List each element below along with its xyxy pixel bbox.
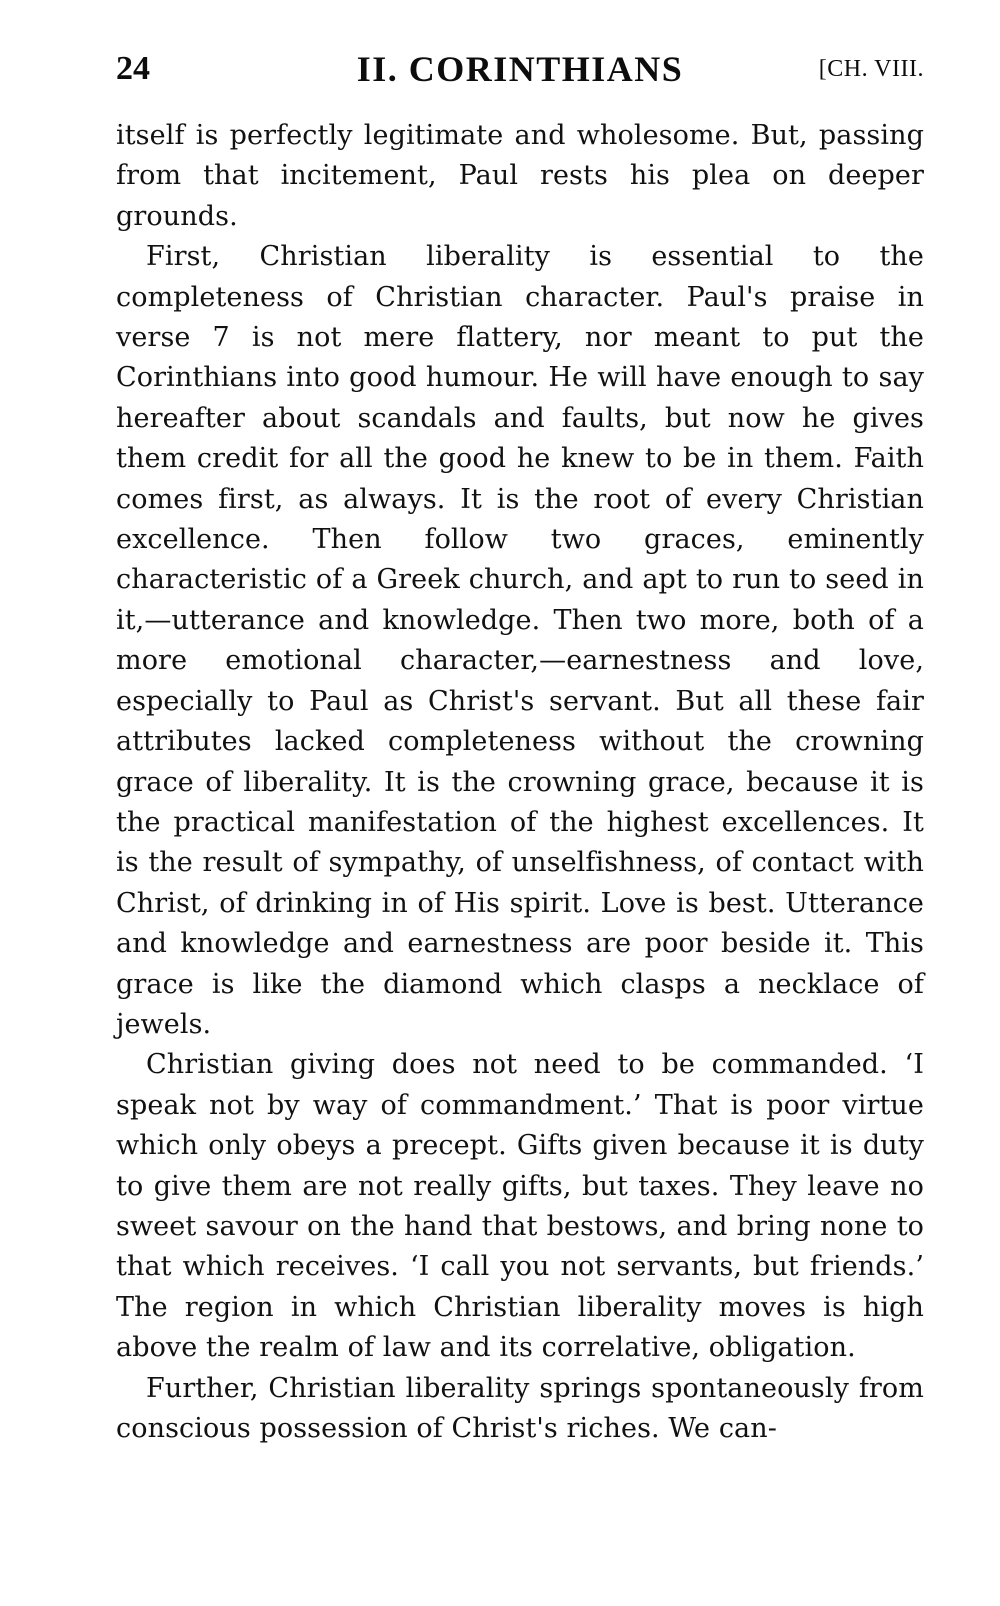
paragraph: Further, Christian liberality springs spontaneously from conscious possession of Christ's riches. We can- (116, 1372, 924, 1444)
paragraph-continuation: itself is perfectly legitimate and wholesome. But, passing from that incitement, Paul rests his plea on deeper grounds. (116, 120, 924, 232)
running-head (116, 48, 924, 96)
paragraph: First, Christian liberality is essential to the completeness of Christian character. Paul's praise in verse 7 is not mere flattery, nor meant to put the Corinthians into good humour. He will have enough to say hereafter about scandals and faults, but now he gives them credit for all the good he knew to be in them. Faith comes first, as always. It is the root of every Christian excellence. Then follow two graces, eminently characteristic of a Greek church, and apt to run to seed in it,—utterance and knowledge. Then two more, both of a more emotional character,—earnestness and love, especially to Paul as Christ's servant. But all these fair attributes lacked completeness without the crowning grace of liberality. It is the crowning grace, because it is the practical manifestation of the highest excellences. It is the result of sympathy, of unselfishness, of contact with Christ, of drinking in of His spirit. Love is best. Utterance and knowledge and earnestness are poor beside it. This grace is like the diamond which clasps a necklace of jewels. (116, 241, 924, 1040)
paragraph: Christian giving does not need to be commanded. ‘I speak not by way of commandment.’ That is poor virtue which only obeys a precept. Gifts given because it is duty to give them are not really gifts, but taxes. They leave no sweet savour on the hand that bestows, and bring none to that which receives. ‘I call you not servants, but friends.’ The region in which Christian liberality moves is high above the realm of law and its correlative, obligation. (116, 1049, 924, 1364)
body-text (116, 116, 924, 1449)
page-number: 24 (116, 50, 150, 87)
book-page (116, 48, 924, 1449)
book-title: II. CORINTHIANS (356, 49, 684, 89)
chapter-reference: [CH. VIII. (818, 56, 924, 82)
